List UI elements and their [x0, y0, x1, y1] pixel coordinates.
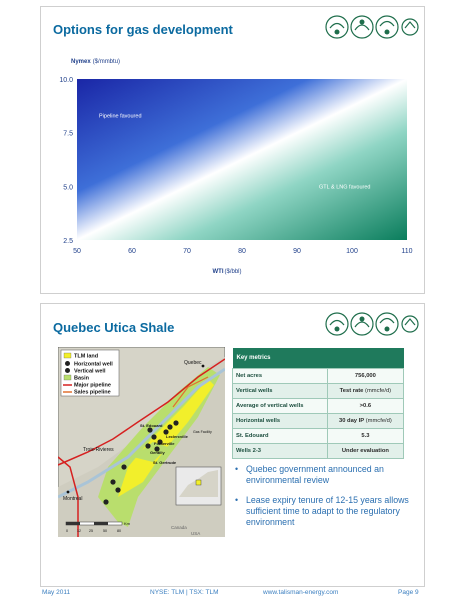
- gas-price-chart: [41, 47, 424, 292]
- place-usa: USA: [191, 531, 201, 536]
- footer-date: May 2011: [42, 589, 71, 596]
- legend-sales-pipeline: Sales pipeline: [74, 389, 111, 396]
- scale-tick: 80: [117, 529, 121, 533]
- price-region-area: [77, 79, 407, 240]
- y-axis-unit: ($/mmbtu): [92, 59, 121, 65]
- footer-ticker: NYSE: TLM | TSX: TLM: [150, 589, 219, 596]
- metrics-header: Key metrics: [233, 348, 404, 369]
- footer-url[interactable]: www.talisman-energy.com: [263, 589, 339, 596]
- place-canada: Canada: [171, 525, 187, 530]
- y-tick-label: 5.0: [63, 184, 73, 192]
- bullet-icon: •: [235, 464, 239, 474]
- x-tick-label: 100: [346, 248, 358, 255]
- place-st-gertrude: St. Gertrude: [153, 460, 177, 465]
- svg-text:WTI($/bbl): [212, 269, 241, 275]
- metric-value: Test rate (mmcfe/d): [327, 384, 403, 399]
- x-axis-unit: ($/bbl): [224, 269, 242, 275]
- place-gas-facility: Gas Facility: [193, 430, 212, 434]
- scale-tick: 25: [89, 529, 93, 533]
- x-tick-label: 80: [238, 248, 246, 255]
- metric-label: Average of vertical wells: [233, 399, 328, 414]
- metric-label: St. Edouard: [233, 429, 328, 444]
- scale-tick: 12: [77, 529, 81, 533]
- key-metrics-table: [232, 348, 404, 459]
- talisman-logo-icon: [322, 307, 420, 341]
- place-gentilly: Gentilly: [150, 450, 165, 455]
- slide-title: Options for gas development: [53, 22, 233, 37]
- scale-tick: 0: [66, 529, 68, 533]
- legend-vertical-well: Vertical well: [74, 368, 106, 375]
- legend-horizontal-well: Horizontal well: [74, 361, 113, 368]
- x-tick-label: 110: [401, 248, 413, 255]
- place-trois-rivieres: Trois-Rivieres: [83, 447, 114, 453]
- quebec-utica-map: [58, 347, 225, 537]
- scale-tick: 50: [103, 529, 107, 533]
- place-leclercville: Leclercville: [166, 434, 188, 439]
- bullet-item: • Quebec government announced an environmental review: [235, 464, 384, 485]
- talisman-logo-icon: [322, 10, 420, 44]
- bullet-list: [234, 464, 409, 537]
- scale-label: Km: [124, 521, 130, 526]
- region-label: GTL & LNG favoured: [319, 184, 371, 191]
- slide-gas-development: [40, 6, 425, 294]
- table-row: [233, 384, 404, 399]
- place-quebec: Quebec: [184, 360, 202, 366]
- table-row: [233, 429, 404, 444]
- x-tick-label: 60: [128, 248, 136, 255]
- table-row: [233, 444, 404, 459]
- table-row: [233, 369, 404, 384]
- place-fortierville: Fortierville: [154, 441, 175, 446]
- metric-label: Net acres: [233, 369, 328, 384]
- y-tick-label: 2.5: [63, 238, 73, 245]
- x-axis-label: WTI: [212, 269, 224, 275]
- metric-value: 5.3: [327, 429, 403, 444]
- x-tick-label: 90: [293, 248, 301, 255]
- x-tick-label: 50: [73, 248, 81, 255]
- legend-major-pipeline: Major pipeline: [74, 382, 111, 389]
- metric-value: 756,000: [327, 369, 403, 384]
- metric-value: Under evaluation: [327, 444, 403, 459]
- legend-basin: Basin: [74, 375, 89, 382]
- region-label: Pipeline favoured: [99, 113, 142, 120]
- slide-quebec-utica: [40, 303, 425, 587]
- bullet-icon: •: [235, 495, 239, 505]
- x-tick-label: 70: [183, 248, 191, 255]
- metric-label: Horizontal wells: [233, 414, 328, 429]
- metric-label: Wells 2-3: [233, 444, 328, 459]
- slide-title: Quebec Utica Shale: [53, 320, 175, 335]
- place-montreal: Montreal: [63, 496, 83, 502]
- svg-text:Nymex($/mmbtu): [71, 59, 120, 65]
- y-tick-label: 7.5: [63, 130, 73, 138]
- bullet-item: • Lease expiry tenure of 12-15 years allows sufficient time to adapt to the regulatory environment: [235, 495, 409, 527]
- y-tick-label: 10.0: [59, 77, 73, 84]
- metric-label: Vertical wells: [233, 384, 328, 399]
- metric-value: >0.6: [327, 399, 403, 414]
- y-axis-label: Nymex: [71, 59, 91, 65]
- table-row: [233, 414, 404, 429]
- footer-page: Page 9: [398, 589, 419, 596]
- metric-value: 30 day IP (mmcfe/d): [327, 414, 403, 429]
- place-st-edouard: St. Edouard: [140, 423, 163, 428]
- table-row: [233, 399, 404, 414]
- legend-tlm-land: TLM land: [74, 353, 99, 360]
